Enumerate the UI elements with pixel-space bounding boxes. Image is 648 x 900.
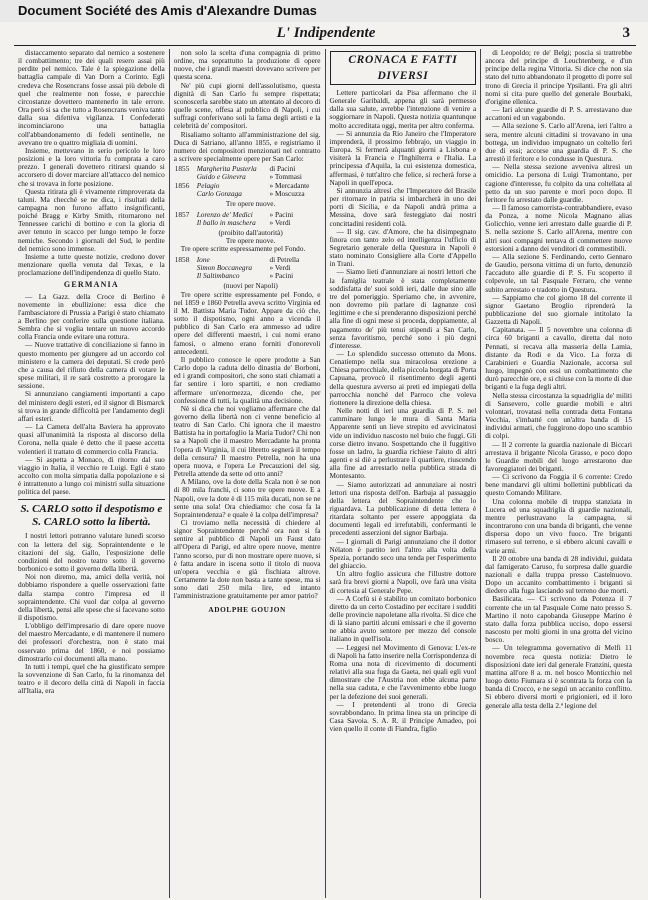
column-2 bbox=[170, 49, 326, 898]
year-cell bbox=[174, 264, 196, 272]
paragraph: Basilicata. — Ci scrivono da Potenza il 7 corrente che un tal Pasquale Come nato presso S. Martino il noto capobanda Giuseppe Marino è stato dalla forza pubblica ucciso, dopo essersi nascosto per molti giorni in una grotta del vicino bosco. bbox=[485, 594, 632, 645]
paragraph: di Leopoldo; re de' Belgi; poscia si trattrebbe ancora del principe di Leuchtenberg, e d'un principe della regina Vittoria. Si dice che non sia stato del tutto abbandonato il progetto di porre sul trono di Grecia il principe Ypsilanti. Fra gli altri nomi si cita pure quello del generale Bourbaki, d'origine ellenica. bbox=[485, 49, 632, 106]
paragraph: — I pretendenti al trono di Grecia sovrabbondano. In prima linea sta un principe di Casa Savoia. S. A. R. il Principe Amadeo, poi vien quello il conte di Fiandra, figlio bbox=[329, 699, 477, 734]
composer-cell: » Mercadante bbox=[269, 180, 310, 190]
paragraph: L'obbligo dell'impresario di dare opere nuove del maestro Mercadante, e di mantenere il numero dei professori d'orchestra, non è stato mai osservato prima del 1860, e noi possiamo dimostrarlo coi documenti alla mano. bbox=[18, 621, 165, 663]
title-cell: Ione bbox=[196, 254, 210, 264]
paragraph: — Sappiamo che col giorno 18 del corrente il signor Gaetano Broglio riprenderà la pubblicazione del suo giornale intitolato la Gazzetta di Napoli. bbox=[485, 292, 632, 327]
opera-list-1855 bbox=[174, 165, 321, 198]
paragraph: Insieme, mettevano in serio pericolo le loro posizioni e la loro vittoria fu comprata a caro prezzo. I generali dovettero ritirarsi quando si accorsero di dover marciare all'attacco del nemico che si trovava in forte posizione. bbox=[18, 145, 165, 188]
table-row bbox=[174, 219, 321, 227]
paragraph: Noi non diremo, ma, amici della verità, noi dobbiamo rispondere a quelle osservazioni fatte dalla stampa contro l'impresa ed il sopraintendente. Chi vuol dar colpa al governo della libertà, pensi alle spese che si facevano sotto il dispotismo. bbox=[18, 572, 165, 622]
table-row bbox=[174, 264, 321, 272]
year-cell: 1855 bbox=[174, 164, 190, 174]
subnote: Tre opere nuove. bbox=[225, 236, 276, 246]
composer-cell: di Pacini bbox=[269, 164, 296, 174]
title-cell: Il Saltimbanco bbox=[196, 271, 240, 281]
paragraph: Capitanata. — Il 5 novembre una colonna di circa 60 briganti a cavallo, diretta dal noto Pennati, si recava alla masseria della Lamia, distante da Rodi e da Vico. La forza di Carabinieri e Guardia Nazionale, accorsa sul luogo, impegnò con essi un combattimento che durò parecchie ore, e si chiuse con la morte di due briganti e la fuga degli altri. bbox=[485, 325, 632, 392]
year-cell: 1858 bbox=[174, 254, 190, 264]
paragraph: Il pubblico conosce le opere prodotte a San Carlo dopo la caduta dello dinastia de' Borboni, ed i grandi compositori, che sono stati chiamati a far sentire i loro spartiti, e non crediamo affermare un'enormezza, dicendo che, per confessione di tutti, la qualità una decisione. bbox=[173, 354, 321, 405]
paragraph: Ne' più cupi giorni dell'assolutismo, questa dignità di San Carlo fu sempre rispettata; sconoscerla sarebbe stato un attentato al decoro di quelle scene, offesa al pubblico di Napoli, i cui suffragi conferivano soli la fama degli artisti e la celebrità de' compositori. bbox=[173, 80, 321, 131]
divider bbox=[18, 499, 165, 500]
paragraph: Il 20 ottobre una banda di 28 individui, guidata dal famigerato Caruso, fu sorpresa dalle guardie nazionali e dalla truppa presso Castelnuovo. Dopo un accanito combattimento i briganti si diedero alla fuga lasciando sul terreno due morti. bbox=[485, 553, 632, 596]
paragraph: Nella stessa circostanza la squadriglia de' militi di Sansevero, colle guardie mobili e altri volontari, trovatasi nella contrada detta Fontana Vecchia, s'imbatté con un'altra banda di 15 individui armati, che fuggirono dopo uno scambio di colpi. bbox=[485, 390, 632, 441]
page-number: 3 bbox=[622, 25, 630, 41]
paragraph: Un altro foglio assicura che l'illustre dottore sarà fra brevi giorni a Napoli, ove farà una visita di cortesia al Generale Pepe. bbox=[329, 569, 477, 595]
paragraph: — Alla sezione S. Ferdinando, certo Gennaro de Gaudio, persona vittima di un furto, denunziò l'accaduto alle guardie di P. S. Fu scoperto il colpevole, un tal Pasquale Ferraro, che venne subito arrestato e tradotto in Questura. bbox=[485, 251, 632, 294]
composer-cell: » Verdi bbox=[269, 217, 291, 227]
paragraph: — Si aspetta a Monaco, di ritorno dal suo viaggio in Italia, il vecchio re Luigi. Egli è stato accolto con molta simpatia dalla popolazione e si è intrattenuto a lungo coi ministri sulla situazione politica del paese. bbox=[18, 454, 165, 497]
paragraph: Ci troviamo nella necessità di chiedere al signor Sopraintendente perché ora non si fa sentire al pubblico di Napoli un Faust dato all'Opera di Parigi, ed altre opere nuove, mentre l'anno scorso, pur di non mostrare opere nuove, si è fatta andare in iscena sotto il titolo di nuova un'opera vecchia e già fischiata altrove. Certamente la dote non basta a tante spese, ma si sono dati 250 mila lire, ed intanto l'amministrazione gratuitamente per amor patrio? bbox=[173, 518, 321, 601]
paragraph: — Nella stessa sezione avveniva altresì un omicidio. La persona di Luigi Tramontano, per cagione d'interesse, fu colpito da una coltellata al petto da un suo parente e morì poco dopo. Il feritore fu arrestato dalle guardie. bbox=[485, 162, 632, 204]
paragraph: — A Corfù si è stabilito un comitato borbonico diretto da un certo Costadino per eccitare i sudditi delle provincie napoletane alla rivolta. Si dice che di là siano partiti alcuni emissari e che il governo ne abbia avuto sentore per mezzo del console italiano in quell'isola. bbox=[329, 593, 477, 644]
paragraph: Nè si dica che noi vogliamo affermare che dal governo della libertà non ci venne beneficio al teatro di San Carlo. Chi ignora che il maestro Battista ha in portafoglio la Maria Tudor? Chi non sa a Napoli che il maestro Mercadante ha pronta l'opera di Virginia, il cui libretto segnerà il tempo della censura? Il maestro Petrella, non ha una opera nuova, e l'opera Le Precauzioni del sig. Petrella attende da sette od otto anni? bbox=[173, 403, 321, 479]
year-cell bbox=[174, 190, 196, 198]
column-3 bbox=[326, 49, 482, 898]
title-cell: Carlo Gonzaga bbox=[196, 189, 242, 199]
composer-cell: » Pacini bbox=[269, 271, 294, 281]
column-4 bbox=[481, 49, 636, 898]
paragraph: — Un telegramma governativo di Melfi 11 novembre reca questa notizia: Dietro le disposizioni date ieri dal generale Franzini, questa mattina all'ore 8 a. m. nel bosco Monticchio nel luogo detto Fiumara si è scontrata la forza con la banda di Crocco, e ne seguì un accanito conflitto. Si ebbero diversi morti e prigionieri, ed il loro generale alla testa della 2.ª legione del bbox=[485, 643, 632, 710]
paragraph: — Leggesi nel Movimento di Genova: L'ex-re di Napoli ha fatto inserire nella Corrispondenza di Roma una nota di ricevimento di documenti relativi alla sua fuga da Gaeta, nei quali egli vuol dimostrare che l'Austria non ebbe alcuna parte nella sua caduta, e che l'avvenimento ebbe luogo per la defezione dei suoi generali. bbox=[329, 642, 477, 701]
section-heading-germania: GERMANIA bbox=[63, 280, 119, 290]
title-cell: Guido e Ginevra bbox=[196, 172, 246, 182]
paragraph: I nostri lettori potranno valutare lunedì scorso con la lettera del sig. Sopraintendente e le citazioni del sig. Gallo, l'esposizione delle condizioni del nostro teatro sotto il governo borbonico e sotto il governo della libertà. bbox=[18, 531, 165, 574]
paragraph: — Nuove trattative di conciliazione si fanno in questo momento per giungere ad un accordo col ministero e la camera dei deputati. Si crede però che a causa del rifiuto della camera di votare le spese militari, il re sarà costretto a prorogare la sessione. bbox=[18, 340, 165, 391]
year-cell bbox=[174, 219, 196, 227]
header-rule bbox=[14, 45, 636, 46]
author-signature: ADOLPHE GOUJON bbox=[208, 604, 286, 614]
paragraph: — La Gazz. della Croce di Berlino è novemente in ebullizione: essa dice che l'ambasciatore di Prussia a Parigi è stato chiamato a Berlino per conferire sulla questione italiana. Sembra che si voglia tentare un nuovo accordo colla Francia onde evitare una rottura. bbox=[18, 291, 165, 342]
paragraph: Lettere particolari da Pisa affermano che il Generale Garibaldi, appena gli sarà permesso dalla sua salute, avrebbe l'intenzione di venire a soggiornare in Napoli. Questa notizia quantunque molto accreditata oggi, merita per altro conferma. bbox=[329, 88, 477, 130]
subnote: Tre opere nuove. bbox=[225, 199, 276, 209]
paragraph: — La Camera dell'alta Baviera ha approvato quasi all'unanimità la risposta al discorso della Corona, nella quale è detto che il paese accetta volentieri il trattato di commercio colla Francia. bbox=[18, 422, 165, 456]
title-cell: Margherita Pusterla bbox=[196, 164, 257, 174]
paragraph: Questa ritirata gli è vivamente rimproverata da taluni. Ma checché se ne dica, i risultati della campagna non furono affatto insignificanti, poiché Bragg e Kirby Smith, ritornarono nel Tennessee carichi di bottino e con la gloria di aver tenuto in scacco per lungo tempo le forze nemiche. Secondo i giornali del Sud, le perdite del nemico sono immense. bbox=[18, 186, 165, 253]
table-row bbox=[174, 272, 321, 280]
opera-list-1857 bbox=[174, 211, 321, 228]
paragraph: — Si annunzia da Rio Janeiro che l'Imperatore imprenderà, il prossimo febbrajo, un viaggio in Europa. Si fermerà alquanti giorni a Lisbona e visiterà la Francia e l'Inghilterra e l'Italia. La principessa d'Aquila, la cui esistenza domestica, affermasi, è tutt'altro che felice, si recherà forse a Napoli in quell'epoca. bbox=[329, 128, 477, 187]
paragraph: — Il 2 corrente la guardia nazionale di Biccari arrestava il brigante Nicola Grasso, e poco dopo le Guardie mobili del luogo arrestarono due favoreggiatori dei briganti. bbox=[485, 439, 632, 473]
section-banner-cronaca: CRONACA E FATTI DIVERSI bbox=[330, 51, 477, 85]
column-1 bbox=[14, 49, 170, 898]
paragraph: — Il famoso camorrista-contrabbandiere, evaso da Ponza, a nome Nicola Magnano alias Golicchio, venne ieri arrestato dalle guardie di P. S. nella sezione S. Carlo all'Arena, mentre con altri suoi compagni tentava di commettere nuove estorsioni a danno dei venditori di commestibili. bbox=[485, 202, 632, 253]
paragraph: In tutti i tempi, quel che ha giustificato sempre la sovvenzione di San Carlo, fu la rinomanza del teatro e il decoro della città di Napoli in faccia all'Italia, era bbox=[18, 661, 165, 696]
paragraph: — I giornali di Parigi annunziano che il dottor Nélaton è partito ieri l'altro alla volta della Spezia, portando seco una tenda per l'esperimento del ghiaccio. bbox=[329, 536, 477, 571]
paragraph: A Milano, ove la dote della Scala non è se non di 80 mila franchi, ci sono tre opere nuove. E a Napoli, ove la dote è di 115 mila ducati, non se ne sente una sola! Ora chiediamo: che cosa fa la Sopraintendenza? e quale è la colpa dell'impresa? bbox=[173, 477, 321, 519]
title-cell: Pelagio bbox=[196, 180, 220, 190]
paragraph: Nelle notti di ieri una guardia di P. S. nel camminare lungo le mura di Santa Maria Apparente sentì un lieve strepito ed avvicinatosi vide un individuo nascosto nel buio che fuggì. Gli corse dietro invano. Sospettando che il fuggitivo fosse un ladro, la guardia richiese l'aiuto di altri agenti e si diè a perlustrare il quartiere, riuscendo alla fine ad arrestarlo nella pubblica strada di Montesanto. bbox=[329, 406, 477, 481]
paragraph: Risaliamo soltanto all'amministrazione del sig. Duca di Satriano, all'anno 1855, e registriamo il numero dei compositori menzionati nel contratto a scrivere specialmente opere per San Carlo: bbox=[173, 129, 321, 164]
subnote: (nuovi per Napoli) bbox=[223, 281, 278, 291]
subnote: (proibito dall'autorità) bbox=[218, 228, 283, 238]
title-cell: Simon Boccanegra bbox=[196, 262, 253, 272]
paragraph: Una colonna mobile di truppa stanziata in Lucera ed una squadriglia di guardie nazionali, mentre perlustravano la campagna, si incontrarono con una banda di briganti, che venne dispersa dopo un vivo fuoco. Tre briganti rimasero sul terreno, e si ebbero alcuni cavalli e varie armi. bbox=[485, 496, 632, 555]
composer-cell: » Pacini bbox=[269, 209, 294, 219]
paragraph: — Siamo lieti d'annunziare ai nostri lettori che la famiglia teatrale è stata completamente soddisfatta de' suoi soldi ieri, dalle due sino alle tre del pomeriggio. Speriamo che, in avvenire, non dovremo più parlare di lagnanze così legittime e che si prenderanno disposizioni perché alla fine di ogni mese si proceda, doppiamente, al pagamento de' più tenui stipendi a San Carlo, senza favoritismo, perché sono i più degni d'interesse. bbox=[329, 267, 477, 350]
composer-cell: di Petrella bbox=[269, 254, 300, 264]
year-cell: 1856 bbox=[174, 180, 190, 190]
opera-list-1858 bbox=[174, 256, 321, 281]
title-cell: Il ballo in maschera bbox=[196, 217, 256, 227]
year-cell: 1857 bbox=[174, 209, 190, 219]
paragraph: Insieme a tutte queste notizie, credono dover menzionare quella venuta dal Texas, e la proclamazione dell'indipendenza di quello Stato. bbox=[18, 251, 165, 278]
paragraph: — Iari alcune guardie di P. S. arrestavano due accattoni ed un vagabondo. bbox=[485, 105, 632, 123]
paragraph: — Ci scrivono da Foggia il 6 corrente: Credo bene mandarvi gli ultimi bollettini pubblicati da questo Comando Militare. bbox=[485, 472, 632, 498]
table-row bbox=[174, 190, 321, 198]
year-cell bbox=[174, 272, 196, 280]
paragraph: Si annunziano cangiamenti importanti a capo del ministero degli esteri, ed il signor di Bismarck si trova in grande difficoltà per l'andamento degli affari esteri. bbox=[18, 389, 165, 423]
paragraph: — Siamo autorizzati ad annunziare ai nostri lettori una risposta dell'on. Barbaja al passaggio della lettera del Sopraintendente che lo riguardava. La pubblicazione di detta lettera è ritardata soltanto per essere appoggiata da documenti legali ed irrefutabili, confermanti le precedenti asserzioni del signor Barbaja. bbox=[329, 479, 477, 538]
composer-cell: » Moscuzza bbox=[269, 189, 305, 199]
paragraph: — Lo splendido successo ottenuto da Mons. Cenatiempo nella sua miracolosa erezione a Chiesa parrocchiale, della piccola borgata di Porta Capuana, provocò il risentimento degli agenti della questura avverso ai preti ed impiegati della parrocchia nonché del Parroco che voleva riottenere la direzione della chiesa. bbox=[329, 349, 477, 407]
composer-cell: » Verdi bbox=[269, 262, 291, 272]
watermark-text: Document Société des Amis d'Alexandre Dumas bbox=[18, 3, 317, 18]
paragraph: Si annunzia altresì che l'Imperatore del Brasile per ritornare in patria si imbarcherà in uno dei porti di Sicilia, e da Napoli andrà prima a Messina, dove sarà festeggiato dai nostri concittadini residenti colà. bbox=[329, 185, 477, 228]
watermark-bar bbox=[0, 0, 648, 22]
paragraph: Tre opere scritte espressamente pel Fondo. bbox=[180, 244, 306, 254]
paragraph: — Il sig. cav. d'Amore, che ha disimpegnato finora con tanto zelo ed intelligenza l'ufficio di Segretario generale della Questura in Napoli è stato nominato Consigliere alla Corte d'Appello in Trani. bbox=[329, 226, 477, 269]
paragraph: distaccamento separato dal nemico a sostenere il combattimento; tre dei quali resero assai più perdite pel nemico. Tale è la spiegazione della battaglia campale di Van Dorn a Corinto. Egli credeva che Rosencrans fosse assai più debole di quel che realmente non fosse, e parecchie circostanze dovettero mantenerlo in tale errore. Ora però si sa che tutto a Rosencrans veniva tanto dalla sua difettiva vigilanza. I Confederati incominciarono una battaglia coll'abbandonamento di fedeli sentinelle, ne avevano tre o quattro migliaia di uomini. bbox=[18, 49, 165, 147]
composer-cell: » Tommasi bbox=[269, 172, 302, 182]
newspaper-columns bbox=[14, 49, 636, 898]
masthead-title: L' Indipendente bbox=[276, 25, 376, 41]
paragraph: Tre opere scritte espressamente pel Fondo, e nel 1859 e 1860 Petrella aveva scritto Virginia ed il M. Battista Maria Tudor. Appare da ciò che, sotto il dispotismo, ogni anno a vicenda il pubblico di San Carlo era ammesso ad udire opere del differenti maestri, i cui nomi erano famosi, o almeno erano forniti d'onorevoli antecedenti. bbox=[173, 289, 321, 356]
title-cell: Lorenzo de' Medici bbox=[196, 209, 253, 219]
paragraph: non solo la scelta d'una compagnia di primo ordine, ma soprattutto la produzione di opere nuove, che i grandi maestri dovevano scrivere per questa scena. bbox=[173, 49, 321, 82]
article-heading-san-carlo: S. CARLO sotto il despotismo e S. CARLO sotto la libertà. bbox=[20, 503, 163, 529]
page-header bbox=[18, 22, 634, 44]
paragraph: — Alla sezione S. Carlo all'Arena, ieri l'altro a sera, mentre alcuni cittadini si trovavano in una bottega, un individuo impugnato un coltello ferì due di essi; accorse una guardia di P. S. che arrestò il feritore e lo condusse in Questura. bbox=[485, 121, 632, 164]
